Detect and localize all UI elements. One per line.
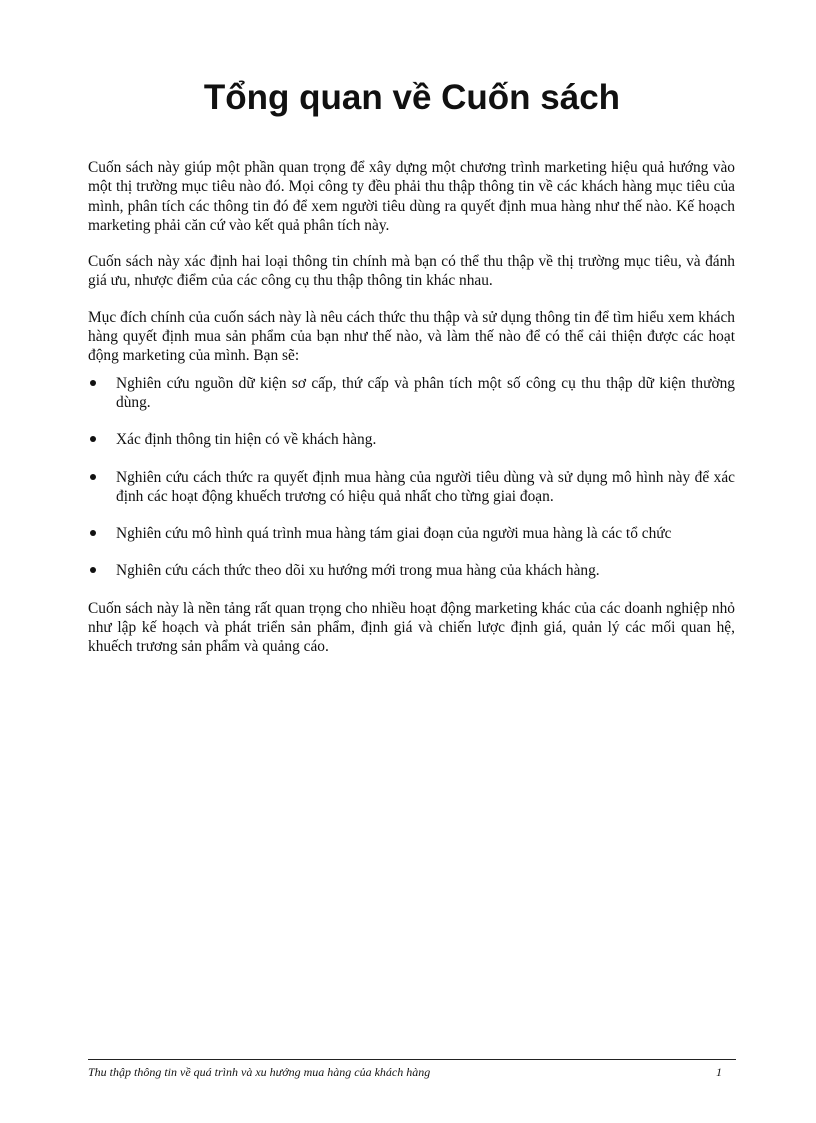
list-item-text: Nghiên cứu cách thức theo dõi xu hướng mới trong mua hàng của khách hàng. [116, 562, 600, 580]
information-types-paragraph: Cuốn sách này xác định hai loại thông tin chính mà bạn có thể thu thập về thị trường mục tiêu, và đánh giá ưu, nhược điểm của các công cụ thu thập thông tin khác nhau. [88, 253, 735, 290]
intro-paragraph: Cuốn sách này giúp một phần quan trọng để xây dựng một chương trình marketing hiệu quả hướng vào một thị trường mục tiêu nào đó. Mọi công ty đều phải thu thập thông tin về các khách hàng mục tiêu của mình, phân tích các thông tin đó để xem người tiêu dùng ra quyết định mua hàng như thế nào. Kế hoạch marketing phải căn cứ vào kết quả phân tích này. [88, 159, 735, 234]
bullet-icon [88, 524, 98, 543]
page-number: 1 [716, 1065, 722, 1079]
page-title: Tổng quan về Cuốn sách [203, 78, 621, 117]
objectives-list [88, 374, 735, 581]
closing-paragraph: Cuốn sách này là nền tảng rất quan trọng cho nhiều hoạt động marketing khác của các doanh nghiệp nhỏ như lập kế hoạch và phát triển sản phẩm, định giá và chiến lược định giá, quản lý các mối quan hệ, khuếch trương sản phẩm và quảng cáo. [88, 599, 735, 656]
running-title: Thu thập thông tin về quá trình và xu hướng mua hàng của khách hàng [88, 1065, 431, 1079]
list-item-text: Nghiên cứu nguồn dữ kiện sơ cấp, thứ cấp và phân tích một số công cụ thu thập dữ kiện thường dùng. [116, 374, 735, 411]
body-text [88, 158, 735, 674]
footer-divider [88, 1059, 736, 1060]
bullet-icon [88, 561, 98, 580]
list-item [88, 374, 735, 413]
bullet-icon [88, 468, 98, 487]
list-item [88, 430, 735, 449]
bullet-icon [88, 430, 98, 449]
list-item [88, 524, 735, 543]
list-item [88, 561, 735, 580]
bullet-icon [88, 374, 98, 393]
list-item-text: Xác định thông tin hiện có về khách hàng. [116, 431, 377, 449]
list-item-text: Nghiên cứu mô hình quá trình mua hàng tám giai đoạn của người mua hàng là các tổ chức [116, 525, 672, 543]
list-item [88, 468, 735, 507]
purpose-paragraph: Mục đích chính của cuốn sách này là nêu cách thức thu thập và sử dụng thông tin để tìm hiểu xem khách hàng quyết định mua sản phẩm của bạn như thế nào, và làm thế nào để có thể cải thiện được các hoạt động marketing của mình. Bạn sẽ: [88, 308, 735, 365]
list-item-text: Nghiên cứu cách thức ra quyết định mua hàng của người tiêu dùng và sử dụng mô hình này để xác định các hoạt động khuếch trương có hiệu quả nhất cho từng giai đoạn. [116, 468, 735, 505]
page-footer [88, 1064, 736, 1080]
